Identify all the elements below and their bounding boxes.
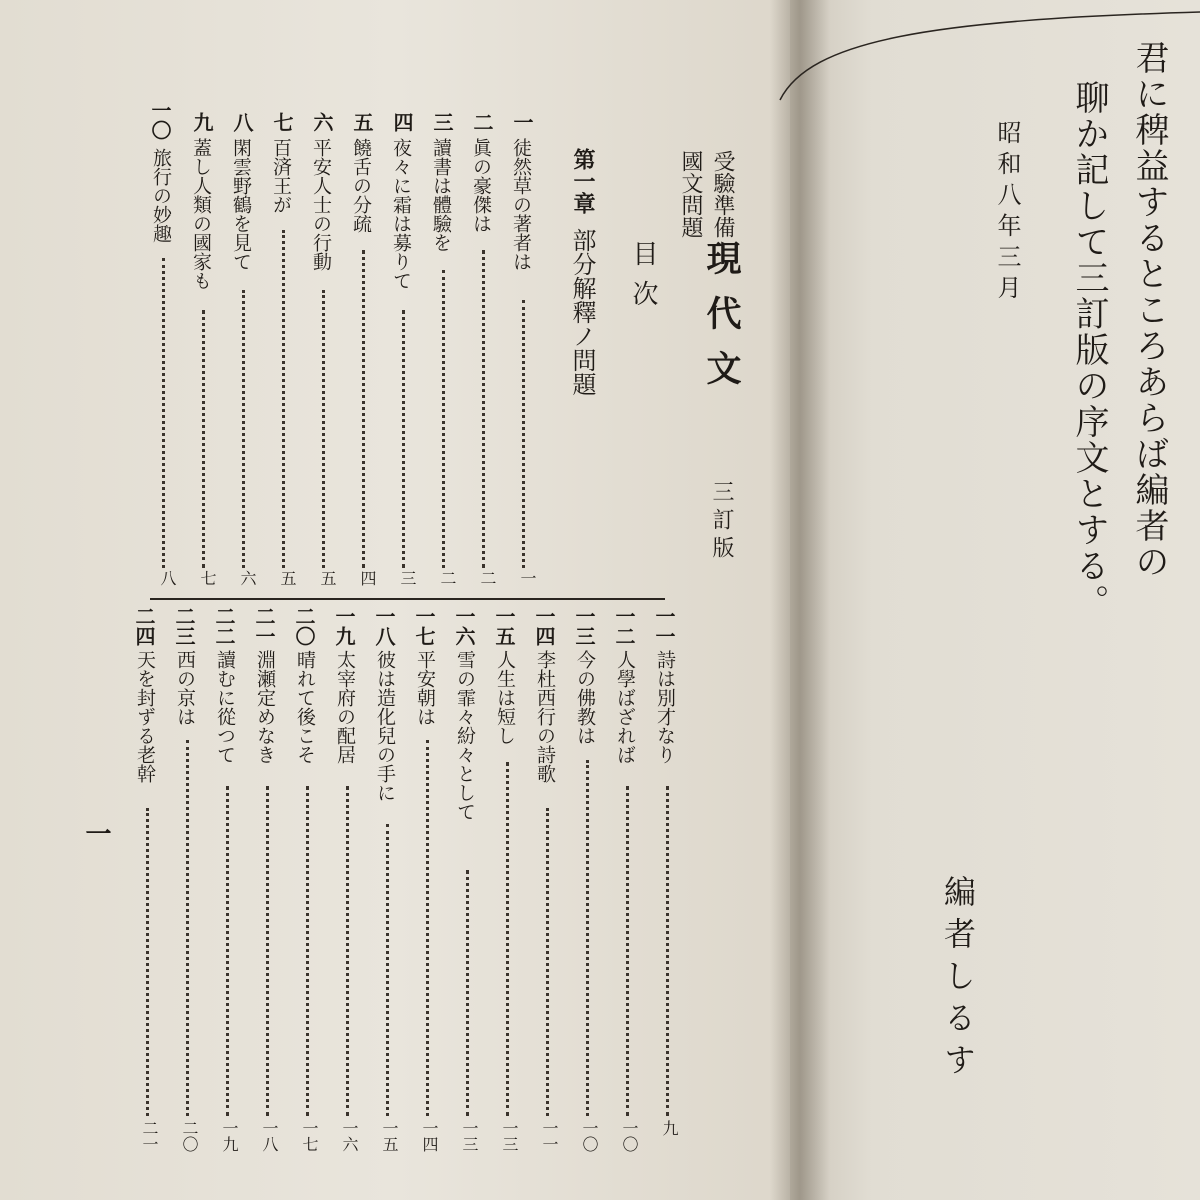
- toc-entry-page: 四: [358, 570, 377, 586]
- toc-entry-number: 四: [390, 112, 414, 132]
- toc-entry-text: 西の京は: [174, 650, 196, 726]
- chapter-title: 部分解釋ノ問題: [568, 228, 596, 396]
- toc-entry-page: 一七: [300, 1120, 319, 1152]
- toc-leader: [466, 870, 469, 1116]
- toc-entry-number: 一九: [332, 606, 356, 646]
- toc-entry-text: 人生は短し: [494, 650, 516, 745]
- toc-entry-text: 淵瀬定めなき: [254, 650, 276, 764]
- toc-entry-page: 一八: [260, 1120, 279, 1152]
- toc-entry-page: 一三: [500, 1120, 519, 1152]
- book-title: 現代文: [701, 240, 742, 405]
- toc-entry-text: 閑雲野鶴を見て: [230, 138, 252, 271]
- toc-entry-text: 李杜西行の詩歌: [534, 650, 556, 783]
- toc-entry-text: 百済王が: [270, 138, 292, 214]
- toc-entry-number: 二二: [212, 606, 236, 646]
- toc-entry-number: 二〇: [292, 606, 316, 646]
- toc-leader: [626, 786, 629, 1116]
- preface-line-1: 君に稗益するところあらば編者の: [1129, 40, 1169, 580]
- toc-label: 目次: [628, 240, 658, 320]
- toc-entry-text: 平安朝は: [414, 650, 436, 726]
- toc-leader: [202, 310, 205, 568]
- toc-leader: [346, 786, 349, 1116]
- toc-leader: [242, 290, 245, 568]
- toc-leader: [586, 760, 589, 1116]
- toc-entry-text: 讀書は體驗を: [430, 138, 452, 252]
- toc-leader: [386, 824, 389, 1116]
- toc-leader: [546, 808, 549, 1116]
- toc-leader: [282, 230, 285, 568]
- toc-entry-page: 一四: [420, 1120, 439, 1152]
- toc-entry-page: 一六: [340, 1120, 359, 1152]
- toc-entry-number: 五: [350, 112, 374, 132]
- title-prefix-line2: 國文問題: [678, 150, 703, 238]
- toc-leader: [482, 250, 485, 568]
- toc-entry-number: 二三: [172, 606, 196, 646]
- toc-entry-number: 七: [270, 112, 294, 132]
- edition-label: 三訂版: [709, 480, 734, 564]
- toc-entry-page: 一三: [460, 1120, 479, 1152]
- toc-entry-page: 一五: [380, 1120, 399, 1152]
- toc-entry-page: 一: [518, 570, 537, 586]
- toc-leader: [666, 786, 669, 1116]
- toc-entry-page: 五: [278, 570, 297, 586]
- toc-entry-number: 一二: [612, 606, 636, 646]
- toc-leader: [506, 762, 509, 1116]
- toc-leader: [426, 740, 429, 1116]
- page-number: 一: [81, 820, 111, 846]
- toc-entry-number: 一八: [372, 606, 396, 646]
- toc-leader: [306, 786, 309, 1116]
- toc-entry-page: 二: [438, 570, 457, 586]
- toc-entry-number: 一一: [652, 606, 676, 646]
- toc-leader: [186, 740, 189, 1116]
- toc-entry-text: 今の佛教は: [574, 650, 596, 745]
- toc-entry-page: 二: [478, 570, 497, 586]
- toc-entry-text: 夜々に霜は募りて: [390, 138, 412, 290]
- toc-entry-text: 人學ばざれば: [614, 650, 636, 764]
- toc-entry-number: 二一: [252, 606, 276, 646]
- preface-line-2: 聊か記して三訂版の序文とする。: [1069, 80, 1109, 620]
- toc-entry-text: 旅行の妙趣: [150, 148, 172, 243]
- title-prefix-line1: 受驗準備: [710, 150, 735, 238]
- chapter-heading: [565, 148, 600, 396]
- toc-entry-text: 詩は別才なり: [654, 650, 676, 764]
- book-gutter: [770, 0, 830, 1200]
- toc-entry-text: 晴れて後こそ: [294, 650, 316, 764]
- toc-entry-text: 饒舌の分疏: [350, 138, 372, 233]
- toc-entry-number: 二四: [132, 606, 156, 646]
- toc-entry-number: 三: [430, 112, 454, 132]
- toc-entry-page: 一九: [220, 1120, 239, 1152]
- toc-leader: [146, 808, 149, 1116]
- toc-entry-page: 三: [398, 570, 417, 586]
- toc-entry-text: 彼は造化兒の手に: [374, 650, 396, 802]
- toc-entry-page: 一一: [540, 1120, 559, 1152]
- chapter-label: 第一章: [570, 148, 595, 214]
- toc-entry-number: 一四: [532, 606, 556, 646]
- toc-entry-page: 一〇: [580, 1120, 599, 1152]
- toc-entry-page: 六: [238, 570, 257, 586]
- toc-entry-text: 徒然草の著者は: [510, 138, 532, 271]
- toc-entry-text: 眞の豪傑は: [470, 138, 492, 233]
- toc-entry-text: 太宰府の配居: [334, 650, 356, 764]
- toc-entry-page: 九: [660, 1120, 679, 1136]
- toc-entry-number: 一三: [572, 606, 596, 646]
- toc-entry-text: 雪の霏々紛々として: [454, 650, 476, 821]
- preface-signature: 編者しるす: [939, 875, 977, 1085]
- toc-entry-text: 平安人士の行動: [310, 138, 332, 271]
- toc-entry-number: 一〇: [148, 100, 172, 140]
- toc-entry-page: 二〇: [180, 1120, 199, 1152]
- toc-entry-page: 二一: [140, 1120, 159, 1152]
- toc-entry-page: 五: [318, 570, 337, 586]
- toc-entry-number: 一: [510, 112, 534, 132]
- toc-entry-number: 一五: [492, 606, 516, 646]
- toc-entry-page: 八: [158, 570, 177, 586]
- toc-entry-number: 二: [470, 112, 494, 132]
- toc-leader: [522, 300, 525, 568]
- toc-entry-text: 讀むに從つて: [214, 650, 236, 764]
- toc-divider: [150, 598, 665, 600]
- toc-leader: [162, 258, 165, 568]
- toc-leader: [322, 290, 325, 568]
- toc-entry-number: 九: [190, 112, 214, 132]
- toc-entry-text: 天を封ずる老幹: [134, 650, 156, 783]
- toc-entry-text: 蓋し人類の國家も: [190, 138, 212, 290]
- toc-entry-number: 一七: [412, 606, 436, 646]
- toc-leader: [226, 786, 229, 1116]
- toc-leader: [362, 250, 365, 568]
- toc-leader: [442, 270, 445, 568]
- toc-leader: [402, 310, 405, 568]
- toc-entry-page: 一〇: [620, 1120, 639, 1152]
- toc-entry-number: 一六: [452, 606, 476, 646]
- toc-entry-page: 七: [198, 570, 217, 586]
- toc-entry-number: 八: [230, 112, 254, 132]
- preface-date: 昭和八年三月: [993, 120, 1021, 306]
- toc-leader: [266, 786, 269, 1116]
- toc-entry-number: 六: [310, 112, 334, 132]
